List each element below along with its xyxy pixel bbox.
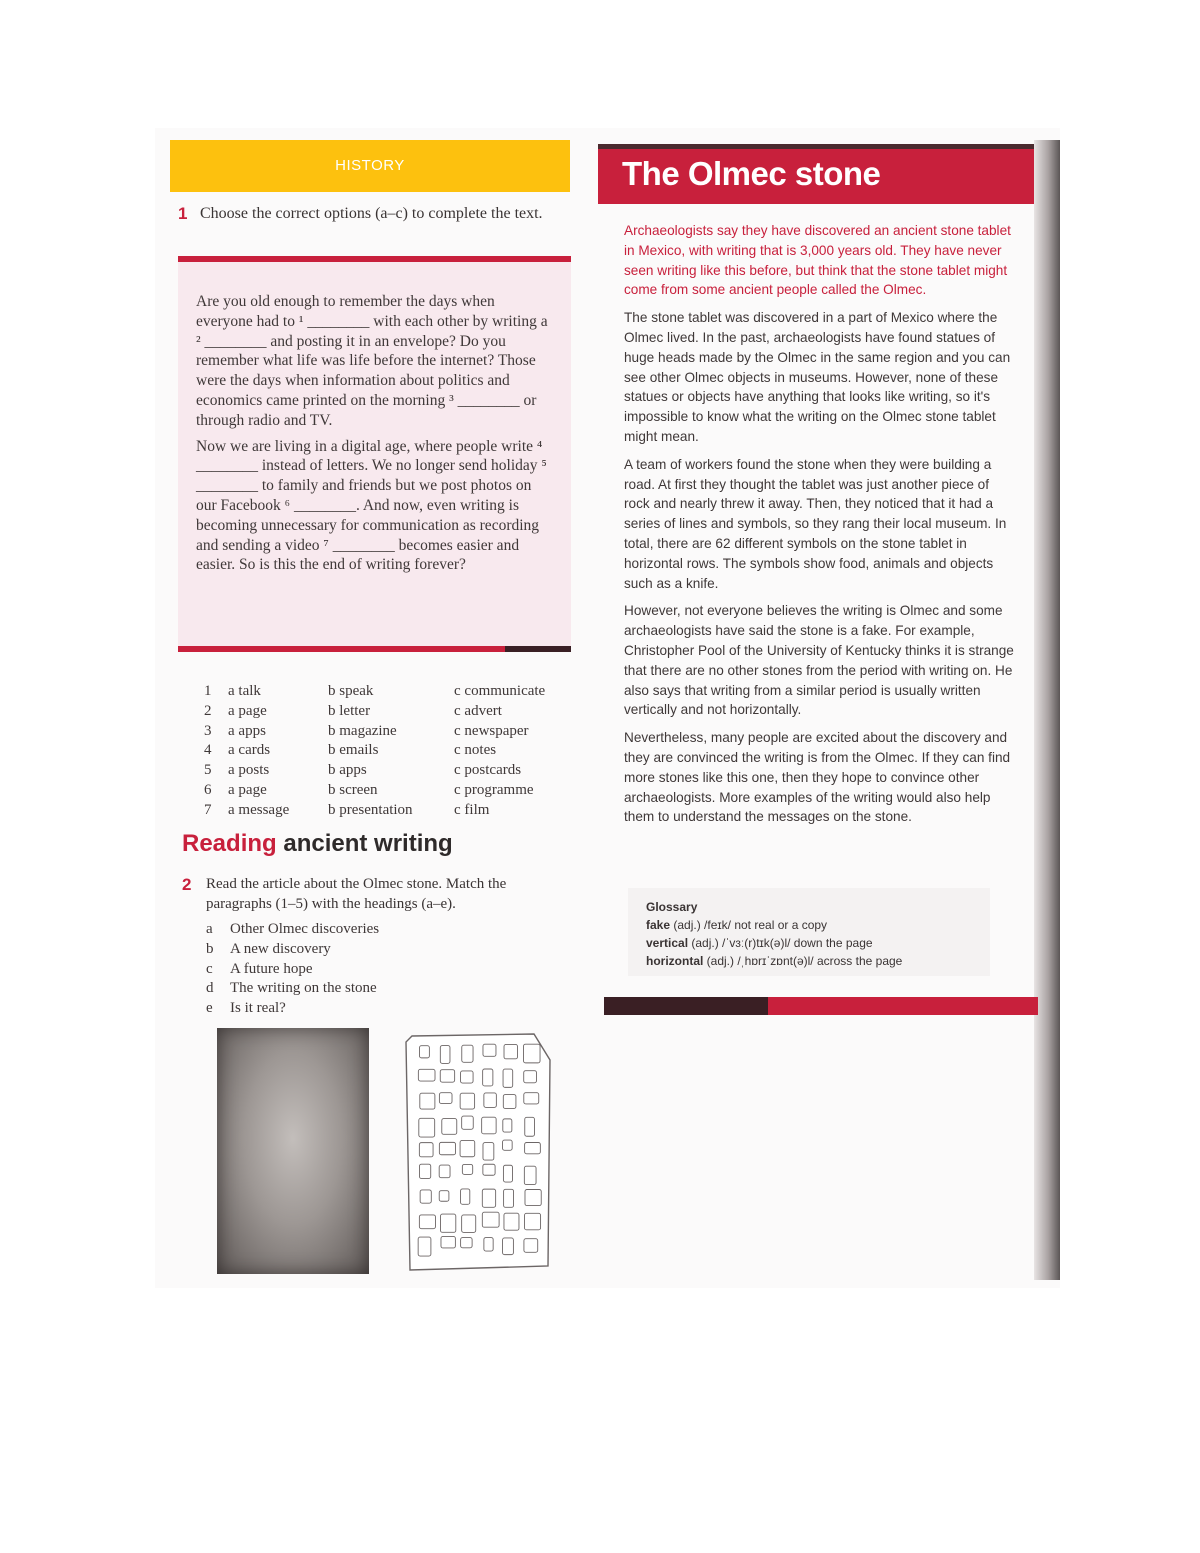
option-n: 3: [204, 722, 212, 739]
section-header: HISTORY: [170, 140, 570, 192]
article-paragraph-1: Archaeologists say they have discovered an ancient stone tablet in Mexico, with writing that is 3,000 years old. They have never seen writing like this before, but think that the stone tablet might come from some ancient people called the Olmec.: [624, 223, 1011, 298]
exercise-1-number: 1: [178, 204, 188, 223]
option-n: 4: [204, 742, 212, 759]
article-paragraph-5: Nevertheless, many people are excited about the discovery and they are convinced the writing is from the Olmec. If they can find more stones like this one, then they hope to convince other archaeologists. More examples of the writing would also help them to understand the messages on the stone.: [624, 730, 1011, 825]
option-a: a page: [228, 781, 267, 798]
glossary-entry: [646, 916, 902, 934]
heading-item: [206, 979, 379, 999]
option-b: b screen: [328, 781, 378, 798]
option-n: 7: [204, 801, 212, 818]
glossary-pos: (adj.): [670, 918, 705, 932]
passage-paragraph: Now we are living in a digital age, where people write ⁴ ________ instead of letters. We no longer send holiday ⁵ ________ to family and friends but we post photos on our Facebook ⁶ ________. And now, even writing is becoming unnecessary for communication as recording and sending a video ⁷ ________ becomes easier and easier. So is this the end of writing forever?: [196, 437, 547, 574]
cloze-passage-box: [178, 256, 571, 652]
article-paragraph-3: A team of workers found the stone when they were building a road. At first they thought the tablet was just another piece of rock and nearly threw it away. Then, they noticed that it had a series of lines and symbols, so they rang their local museum. In total, there are 62 different symbols on the stone tablet in horizontal rows. The symbols show food, animals and objects such as a knife.: [624, 456, 1007, 591]
reading-section-title: [182, 830, 453, 858]
option-c: c notes: [454, 742, 497, 759]
rule-accent: [604, 997, 768, 1015]
exercise-1-instruction: Choose the correct options (a–c) to complete the text.: [200, 205, 543, 222]
glossary-word: vertical: [646, 936, 689, 950]
heading-letter: c: [206, 960, 213, 977]
heading-text: A future hope: [230, 960, 313, 977]
heading-text: Other Olmec discoveries: [230, 921, 380, 937]
option-b: b letter: [328, 702, 371, 719]
passage-paragraph: Are you old enough to remember the days when everyone had to ¹ ________ with each other by writing a ² ________ and posting it in an envelope? Do you remember what life was life before the internet? Those were the days when information about politics and economics came printed on the morning ³ ________ or through radio and TV.: [196, 293, 548, 429]
heading-text: A new discovery: [230, 940, 331, 957]
heading-letter: e: [206, 1000, 213, 1017]
exercise-2-instruction: Read the article about the Olmec stone. Match the paragraphs (1–5) with the headings (a–e).: [206, 876, 507, 912]
option-c: c newspaper: [454, 722, 529, 739]
option-row: [204, 781, 545, 801]
glossary-definition: /ˈvɜː(r)tɪk(ə)l/ down the page: [722, 936, 873, 950]
heading-letter: a: [206, 921, 213, 937]
box-accent: [505, 646, 571, 652]
heading-item: [206, 999, 379, 1019]
article-paragraph-4: However, not everyone believes the writing is Olmec and some archaeologists have said the stone is a fake. For example, Christopher Pool of the University of Kentucky thinks it is strange that there are no other stones from the period with writing on. He also says that writing from a similar period is usually written vertically and not horizontally.: [624, 603, 1014, 718]
option-row: [204, 741, 545, 761]
option-a: a page: [228, 702, 267, 719]
article-bottom-rule: [604, 997, 1038, 1015]
title-highlight: Reading: [182, 830, 277, 857]
heading-item: [206, 960, 379, 980]
option-n: 2: [204, 702, 212, 719]
glossary-word: fake: [646, 918, 671, 932]
glossary-box: [628, 888, 990, 976]
option-b: b apps: [328, 762, 367, 779]
option-row: [204, 682, 545, 702]
option-row: [204, 702, 545, 722]
options-table: [204, 682, 545, 821]
glossary-word: horizontal: [646, 954, 704, 968]
heading-text: Is it real?: [230, 1000, 286, 1017]
option-n: 6: [204, 781, 212, 798]
option-b: b presentation: [328, 801, 413, 818]
glossary-entry: [646, 952, 902, 970]
option-a: a apps: [228, 722, 266, 739]
glossary-entry: [646, 934, 902, 952]
option-c: c advert: [454, 702, 502, 719]
stone-tablet-drawing: [404, 1030, 552, 1272]
option-c: c film: [454, 801, 490, 818]
glossary-pos: (adj.): [688, 936, 723, 950]
article-body: [624, 221, 1016, 835]
option-b: b magazine: [328, 722, 397, 739]
glossary-heading: Glossary: [646, 900, 698, 914]
heading-letter: b: [206, 940, 214, 957]
article-paragraph-2: The stone tablet was discovered in a part of Mexico where the Olmec lived. In the past, archaeologists have found statues of huge heads made by the Olmec in the same region and you can see other Olmec objects in museums. However, none of these statues or objects have anything that looks like writing, so it's impossible to know what the writing on the Olmec stone tablet might mean.: [624, 310, 1011, 444]
option-b: b emails: [328, 742, 379, 759]
glossary-definition: /ˌhɒrɪˈzɒnt(ə)l/ across the page: [737, 954, 903, 968]
option-row: [204, 761, 545, 781]
article-title-bar: [598, 144, 1034, 204]
option-n: 5: [204, 762, 212, 779]
option-c: c postcards: [454, 762, 522, 779]
cloze-passage: [196, 292, 552, 581]
heading-item: [206, 920, 379, 940]
heading-item: [206, 940, 379, 960]
exercise-2-number: 2: [182, 875, 192, 894]
option-n: 1: [204, 683, 212, 699]
glossary-definition: /feɪk/ not real or a copy: [704, 918, 828, 932]
glossary-pos: (adj.): [703, 954, 738, 968]
heading-text: The writing on the stone: [230, 980, 377, 997]
option-b: b speak: [328, 683, 374, 699]
article-title: The Olmec stone: [622, 155, 881, 192]
option-row: [204, 722, 545, 742]
headings-list: [206, 920, 379, 1019]
book-spine-shadow: [1034, 140, 1060, 1280]
heading-letter: d: [206, 980, 214, 997]
option-a: a message: [228, 801, 290, 818]
stone-tablet-photo: [217, 1028, 369, 1274]
title-rest: ancient writing: [276, 830, 453, 857]
option-row: [204, 801, 545, 821]
option-a: a posts: [228, 762, 270, 779]
option-a: a talk: [228, 683, 261, 699]
option-c: c programme: [454, 781, 534, 798]
option-c: c communicate: [454, 683, 546, 699]
option-a: a cards: [228, 742, 271, 759]
